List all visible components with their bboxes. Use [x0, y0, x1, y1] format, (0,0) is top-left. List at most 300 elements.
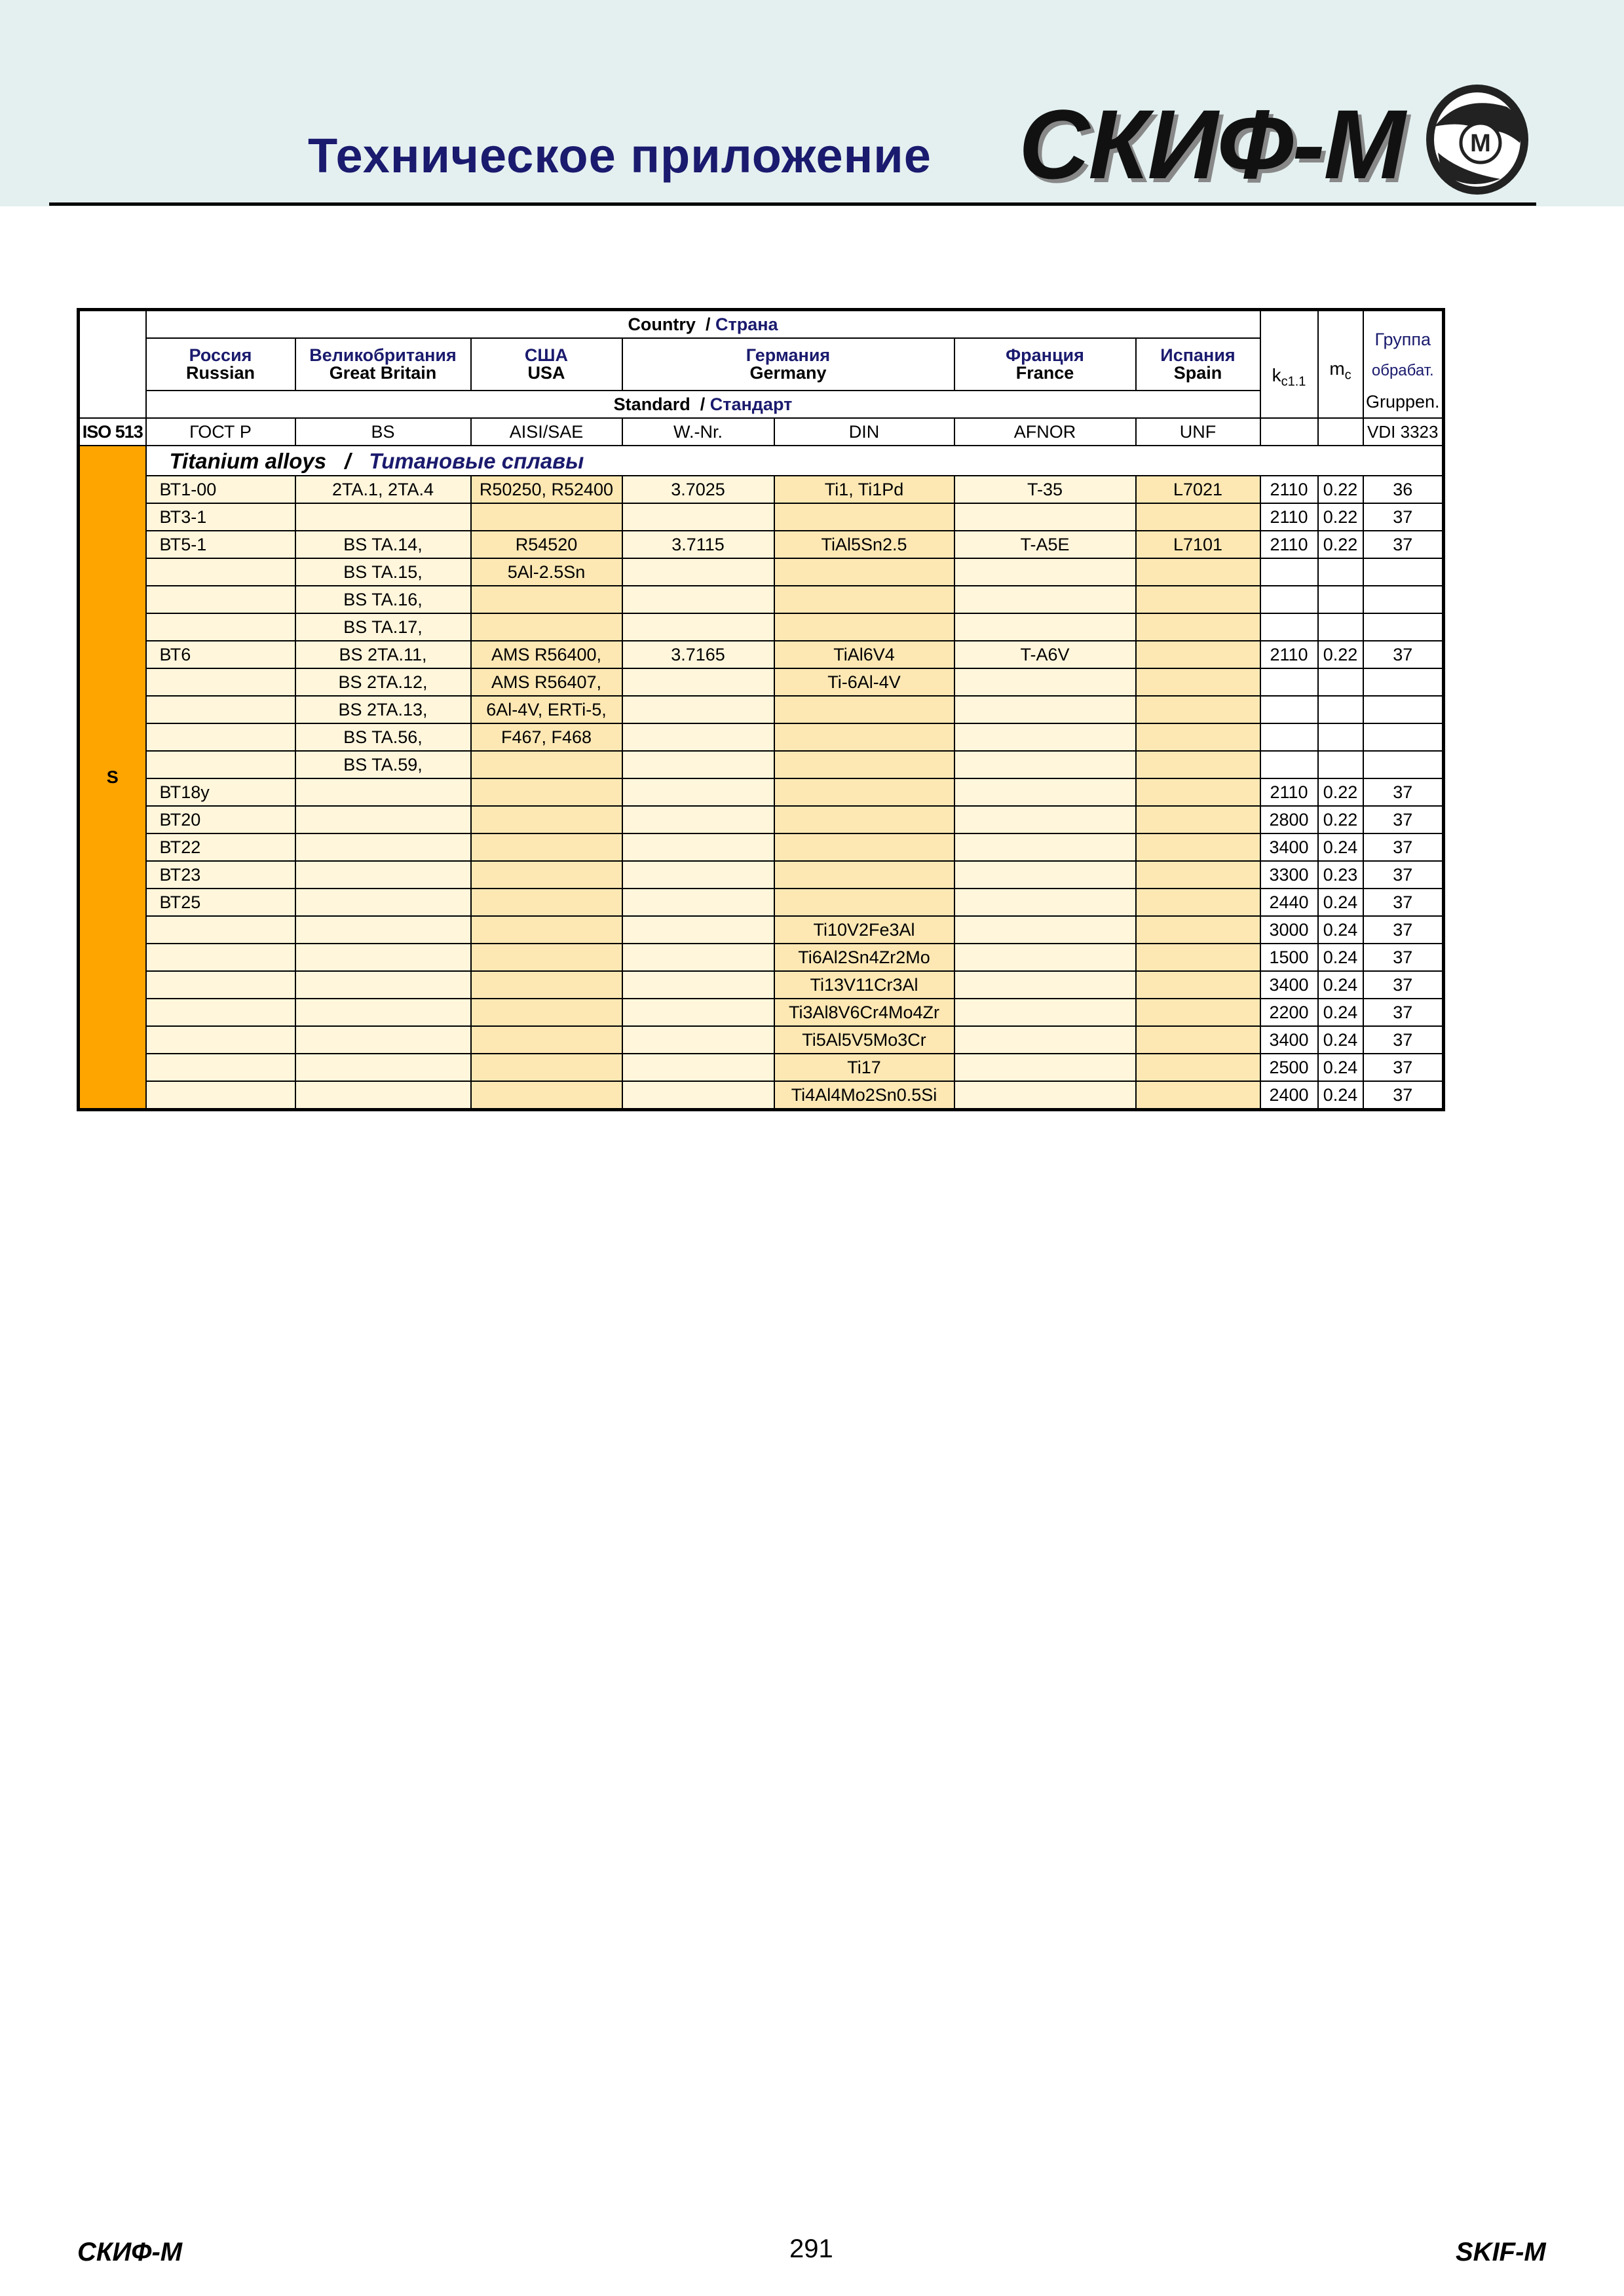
cell-kc: 2200 — [1260, 999, 1318, 1026]
cell-mc: 0.22 — [1318, 778, 1363, 806]
cell-kc — [1260, 696, 1318, 723]
cell-gost — [146, 668, 295, 696]
mc-subheader — [1318, 418, 1363, 446]
cell-gost: ВТ18у — [146, 778, 295, 806]
cell-wnr — [622, 944, 774, 971]
cell-bs: BS 2TA.12, — [295, 668, 471, 696]
cell-bs: BS TA.16, — [295, 586, 471, 613]
family-separator: / — [345, 448, 351, 473]
table-row — [79, 723, 1444, 751]
table-row — [79, 641, 1444, 668]
cell-din — [774, 613, 954, 641]
cell-wnr: 3.7025 — [622, 476, 774, 503]
table-row — [79, 778, 1444, 806]
cell-gost: ВТ6 — [146, 641, 295, 668]
cell-unf — [1136, 971, 1260, 999]
cell-kc: 3000 — [1260, 916, 1318, 944]
cell-wnr — [622, 833, 774, 861]
cell-mc — [1318, 751, 1363, 778]
cell-kc: 2110 — [1260, 476, 1318, 503]
logo-badge: М — [1470, 130, 1491, 157]
country-header: Country / Страна — [146, 310, 1260, 339]
cell-gost: ВТ1-00 — [146, 476, 295, 503]
table-row — [79, 861, 1444, 889]
country-france — [954, 338, 1136, 391]
cell-din: Ti17 — [774, 1054, 954, 1081]
country-name-en: Great Britain — [329, 363, 437, 383]
table-row — [79, 1081, 1444, 1110]
cell-din — [774, 861, 954, 889]
cell-afnor — [954, 861, 1136, 889]
family-en: Titanium alloys — [169, 448, 327, 473]
cell-afnor — [954, 806, 1136, 833]
cell-vdi-group: 37 — [1363, 999, 1444, 1026]
iso-group-s: S — [79, 446, 146, 1110]
cell-unf — [1136, 723, 1260, 751]
cell-din: Ti5Al5V5Mo3Cr — [774, 1026, 954, 1054]
cell-mc: 0.24 — [1318, 833, 1363, 861]
cell-kc: 2110 — [1260, 641, 1318, 668]
cell-bs: BS 2TA.13, — [295, 696, 471, 723]
country-name-ru: Россия — [189, 345, 252, 365]
cell-bs: BS TA.15, — [295, 558, 471, 586]
table-row — [79, 696, 1444, 723]
table-row — [79, 1054, 1444, 1081]
cell-vdi-group — [1363, 668, 1444, 696]
cell-bs — [295, 944, 471, 971]
cell-unf — [1136, 558, 1260, 586]
cell-aisi — [471, 833, 622, 861]
cell-din: Ti13V11Cr3Al — [774, 971, 954, 999]
cell-vdi-group: 37 — [1363, 1026, 1444, 1054]
cell-bs — [295, 778, 471, 806]
cell-unf — [1136, 806, 1260, 833]
country-name-ru: США — [524, 345, 569, 365]
cell-gost — [146, 586, 295, 613]
country-name-ru: Испания — [1160, 345, 1236, 365]
cell-mc: 0.24 — [1318, 944, 1363, 971]
cell-wnr: 3.7115 — [622, 531, 774, 558]
cell-gost — [146, 613, 295, 641]
cell-wnr — [622, 1054, 774, 1081]
cell-mc: 0.24 — [1318, 999, 1363, 1026]
cell-unf — [1136, 641, 1260, 668]
cell-bs — [295, 861, 471, 889]
cell-aisi — [471, 861, 622, 889]
cell-aisi: R54520 — [471, 531, 622, 558]
cell-kc: 2110 — [1260, 531, 1318, 558]
cell-afnor — [954, 723, 1136, 751]
cell-afnor — [954, 668, 1136, 696]
cell-din — [774, 806, 954, 833]
cell-mc: 0.22 — [1318, 641, 1363, 668]
cell-din — [774, 696, 954, 723]
cell-vdi-group — [1363, 558, 1444, 586]
cell-vdi-group: 37 — [1363, 1081, 1444, 1110]
cell-unf — [1136, 889, 1260, 916]
cell-mc — [1318, 558, 1363, 586]
cell-wnr — [622, 778, 774, 806]
cell-unf — [1136, 916, 1260, 944]
country-name-en: Germany — [749, 363, 827, 383]
standard-col-3: AISI/SAE — [471, 418, 622, 446]
cell-vdi-group: 37 — [1363, 916, 1444, 944]
cell-vdi-group: 37 — [1363, 944, 1444, 971]
cell-din — [774, 503, 954, 531]
cell-wnr — [622, 586, 774, 613]
company-logo — [1015, 75, 1539, 206]
cell-gost — [146, 696, 295, 723]
cell-kc — [1260, 751, 1318, 778]
country-name-en: Russian — [185, 363, 255, 383]
cell-gost: ВТ25 — [146, 889, 295, 916]
cell-bs — [295, 999, 471, 1026]
cell-afnor: T-A5E — [954, 531, 1136, 558]
header-rule — [49, 202, 1536, 206]
cell-kc — [1260, 723, 1318, 751]
page-number: 291 — [789, 2234, 833, 2263]
cell-gost — [146, 723, 295, 751]
cell-aisi — [471, 889, 622, 916]
cell-aisi — [471, 778, 622, 806]
cell-afnor: T-35 — [954, 476, 1136, 503]
cell-mc: 0.24 — [1318, 971, 1363, 999]
cell-afnor — [954, 944, 1136, 971]
cell-vdi-group — [1363, 613, 1444, 641]
cell-vdi-group: 37 — [1363, 861, 1444, 889]
cell-gost: ВТ20 — [146, 806, 295, 833]
cell-vdi-group: 37 — [1363, 531, 1444, 558]
cell-vdi-group: 37 — [1363, 971, 1444, 999]
titanium-alloys-table — [77, 308, 1445, 1111]
cell-kc — [1260, 668, 1318, 696]
cell-unf — [1136, 586, 1260, 613]
cell-gost — [146, 751, 295, 778]
cell-aisi — [471, 999, 622, 1026]
cell-vdi-group — [1363, 696, 1444, 723]
country-name-ru: Франция — [1006, 345, 1084, 365]
standard-col-0: ISO 513 — [79, 418, 146, 446]
cell-afnor — [954, 696, 1136, 723]
cell-wnr — [622, 861, 774, 889]
table-row — [79, 916, 1444, 944]
cell-gost: ВТ3-1 — [146, 503, 295, 531]
cell-aisi — [471, 1026, 622, 1054]
cell-kc: 2110 — [1260, 778, 1318, 806]
cell-mc: 0.22 — [1318, 531, 1363, 558]
cell-unf — [1136, 613, 1260, 641]
cell-aisi: R50250, R52400 — [471, 476, 622, 503]
cell-gost — [146, 558, 295, 586]
cell-afnor — [954, 613, 1136, 641]
cell-afnor — [954, 1081, 1136, 1110]
cell-kc: 2400 — [1260, 1081, 1318, 1110]
kc-subheader — [1260, 418, 1318, 446]
cell-aisi — [471, 806, 622, 833]
table-row — [79, 558, 1444, 586]
cell-wnr — [622, 971, 774, 999]
cell-unf — [1136, 1026, 1260, 1054]
table-row — [79, 999, 1444, 1026]
material-family-title — [146, 446, 1444, 476]
cell-din — [774, 723, 954, 751]
cell-vdi-group — [1363, 751, 1444, 778]
cell-gost: ВТ5-1 — [146, 531, 295, 558]
logo-text: СКИФ-М — [1019, 89, 1405, 199]
cell-afnor — [954, 1054, 1136, 1081]
cell-din — [774, 778, 954, 806]
cell-wnr — [622, 806, 774, 833]
cell-din — [774, 558, 954, 586]
table-row — [79, 531, 1444, 558]
cell-afnor — [954, 558, 1136, 586]
cell-din: Ti10V2Fe3Al — [774, 916, 954, 944]
cell-bs — [295, 971, 471, 999]
cell-mc: 0.22 — [1318, 503, 1363, 531]
cell-wnr — [622, 1026, 774, 1054]
country-name-en: Spain — [1173, 363, 1222, 383]
cell-din: Ti1, Ti1Pd — [774, 476, 954, 503]
cell-wnr — [622, 916, 774, 944]
table-row — [79, 586, 1444, 613]
cell-wnr — [622, 751, 774, 778]
cell-bs: BS TA.14, — [295, 531, 471, 558]
cell-kc: 2800 — [1260, 806, 1318, 833]
cell-bs — [295, 889, 471, 916]
cell-mc — [1318, 696, 1363, 723]
cell-unf — [1136, 696, 1260, 723]
cell-afnor — [954, 833, 1136, 861]
cell-unf — [1136, 1081, 1260, 1110]
cell-aisi — [471, 1081, 622, 1110]
cell-kc — [1260, 586, 1318, 613]
mc-header: $m_c$ — [1318, 310, 1363, 419]
cell-unf — [1136, 503, 1260, 531]
cell-aisi: AMS R56407, — [471, 668, 622, 696]
cell-afnor — [954, 1026, 1136, 1054]
cell-aisi: 5Al-2.5Sn — [471, 558, 622, 586]
table-row — [79, 833, 1444, 861]
table-row — [79, 668, 1444, 696]
cell-mc: 0.23 — [1318, 861, 1363, 889]
cell-kc: 3400 — [1260, 833, 1318, 861]
cell-mc — [1318, 586, 1363, 613]
cell-mc — [1318, 723, 1363, 751]
cell-unf — [1136, 1054, 1260, 1081]
table-row — [79, 944, 1444, 971]
cell-wnr — [622, 613, 774, 641]
table-row — [79, 889, 1444, 916]
cell-vdi-group: 37 — [1363, 1054, 1444, 1081]
cell-vdi-group: 37 — [1363, 833, 1444, 861]
cell-vdi-group: 36 — [1363, 476, 1444, 503]
cell-din: Ti6Al2Sn4Zr2Mo — [774, 944, 954, 971]
cell-din — [774, 751, 954, 778]
cell-unf — [1136, 751, 1260, 778]
cell-bs — [295, 503, 471, 531]
cell-din: TiAl6V4 — [774, 641, 954, 668]
cell-mc: 0.22 — [1318, 806, 1363, 833]
cell-aisi — [471, 586, 622, 613]
country-name-en: USA — [527, 363, 565, 383]
cell-vdi-group: 37 — [1363, 778, 1444, 806]
standard-col-2: BS — [295, 418, 471, 446]
footer-right: SKIF-M — [1456, 2238, 1546, 2267]
cell-unf — [1136, 999, 1260, 1026]
footer-left: СКИФ-М — [77, 2238, 183, 2267]
cell-unf — [1136, 778, 1260, 806]
cell-wnr — [622, 889, 774, 916]
cell-vdi-group: 37 — [1363, 503, 1444, 531]
cell-din: Ti-6Al-4V — [774, 668, 954, 696]
cell-kc: 2500 — [1260, 1054, 1318, 1081]
group-header: Группа обрабат. Gruppen. — [1363, 310, 1444, 419]
cell-din: Ti3Al8V6Cr4Mo4Zr — [774, 999, 954, 1026]
cell-vdi-group — [1363, 723, 1444, 751]
cell-gost: ВТ22 — [146, 833, 295, 861]
table-row — [79, 613, 1444, 641]
cell-afnor — [954, 971, 1136, 999]
cell-kc — [1260, 613, 1318, 641]
cell-bs: BS 2TA.11, — [295, 641, 471, 668]
standard-col-6: AFNOR — [954, 418, 1136, 446]
page-title: Техническое приложение — [308, 128, 932, 183]
cell-kc — [1260, 558, 1318, 586]
cell-din: Ti4Al4Mo2Sn0.5Si — [774, 1081, 954, 1110]
cell-bs: BS TA.17, — [295, 613, 471, 641]
cell-bs — [295, 916, 471, 944]
standard-header: Standard / Стандарт — [146, 391, 1260, 418]
table-row — [79, 503, 1444, 531]
cell-aisi — [471, 971, 622, 999]
country-name-ru: Великобритания — [309, 345, 457, 365]
table-row — [79, 476, 1444, 503]
cell-aisi: F467, F468 — [471, 723, 622, 751]
cell-bs: BS TA.56, — [295, 723, 471, 751]
country-russian — [146, 338, 295, 391]
cell-din — [774, 833, 954, 861]
cell-vdi-group: 37 — [1363, 806, 1444, 833]
cell-gost — [146, 916, 295, 944]
country-germany — [622, 338, 954, 391]
cell-din — [774, 889, 954, 916]
cell-afnor — [954, 778, 1136, 806]
cell-aisi — [471, 751, 622, 778]
cell-mc: 0.24 — [1318, 916, 1363, 944]
standard-col-5: DIN — [774, 418, 954, 446]
cell-unf: L7101 — [1136, 531, 1260, 558]
cell-aisi — [471, 613, 622, 641]
table-row — [79, 971, 1444, 999]
cell-afnor — [954, 916, 1136, 944]
cell-bs — [295, 833, 471, 861]
cell-din: TiAl5Sn2.5 — [774, 531, 954, 558]
cell-wnr — [622, 558, 774, 586]
cell-gost: ВТ23 — [146, 861, 295, 889]
cell-kc: 2440 — [1260, 889, 1318, 916]
cell-mc: 0.24 — [1318, 1081, 1363, 1110]
family-ru: Титановые сплавы — [369, 448, 584, 473]
cell-gost — [146, 999, 295, 1026]
table-row — [79, 751, 1444, 778]
cell-bs — [295, 1081, 471, 1110]
cell-vdi-group: 37 — [1363, 641, 1444, 668]
cell-aisi — [471, 944, 622, 971]
cell-kc: 3400 — [1260, 1026, 1318, 1054]
cell-afnor — [954, 751, 1136, 778]
standard-col-7: UNF — [1136, 418, 1260, 446]
cell-kc: 2110 — [1260, 503, 1318, 531]
cell-wnr — [622, 723, 774, 751]
country-great-britain — [295, 338, 471, 391]
cell-mc — [1318, 613, 1363, 641]
cell-aisi — [471, 1054, 622, 1081]
cell-wnr — [622, 1081, 774, 1110]
cell-wnr — [622, 503, 774, 531]
cell-gost — [146, 971, 295, 999]
cell-bs — [295, 1026, 471, 1054]
table-row — [79, 806, 1444, 833]
cell-unf — [1136, 944, 1260, 971]
cell-unf — [1136, 861, 1260, 889]
cell-gost — [146, 944, 295, 971]
cell-unf: L7021 — [1136, 476, 1260, 503]
vdi-label: VDI 3323 — [1363, 418, 1444, 446]
cell-bs — [295, 1054, 471, 1081]
cell-unf — [1136, 833, 1260, 861]
cell-afnor — [954, 999, 1136, 1026]
country-name-en: France — [1015, 363, 1074, 383]
cell-bs — [295, 806, 471, 833]
standard-col-4: W.-Nr. — [622, 418, 774, 446]
cell-wnr — [622, 696, 774, 723]
cell-mc: 0.24 — [1318, 889, 1363, 916]
cell-kc: 3300 — [1260, 861, 1318, 889]
cell-unf — [1136, 668, 1260, 696]
cell-gost — [146, 1054, 295, 1081]
cell-afnor — [954, 503, 1136, 531]
cell-vdi-group — [1363, 586, 1444, 613]
logo-emblem-icon — [1422, 81, 1533, 199]
cell-afnor — [954, 586, 1136, 613]
cell-bs: BS TA.59, — [295, 751, 471, 778]
cell-wnr — [622, 999, 774, 1026]
cell-kc: 1500 — [1260, 944, 1318, 971]
cell-afnor: T-A6V — [954, 641, 1136, 668]
kc-header: $k_{c1.1}$ — [1260, 310, 1318, 419]
cell-gost — [146, 1026, 295, 1054]
cell-bs: 2TA.1, 2TA.4 — [295, 476, 471, 503]
cell-aisi — [471, 916, 622, 944]
cell-vdi-group: 37 — [1363, 889, 1444, 916]
country-name-ru: Германия — [746, 345, 831, 365]
cell-mc: 0.24 — [1318, 1054, 1363, 1081]
cell-aisi: AMS R56400, — [471, 641, 622, 668]
cell-kc: 3400 — [1260, 971, 1318, 999]
cell-mc — [1318, 668, 1363, 696]
cell-mc: 0.24 — [1318, 1026, 1363, 1054]
table-row — [79, 1026, 1444, 1054]
cell-wnr — [622, 668, 774, 696]
cell-gost — [146, 1081, 295, 1110]
cell-afnor — [954, 889, 1136, 916]
cell-aisi — [471, 503, 622, 531]
cell-din — [774, 586, 954, 613]
standard-col-1: ГОСТ Р — [146, 418, 295, 446]
country-spain — [1136, 338, 1260, 391]
cell-wnr: 3.7165 — [622, 641, 774, 668]
country-usa — [471, 338, 622, 391]
